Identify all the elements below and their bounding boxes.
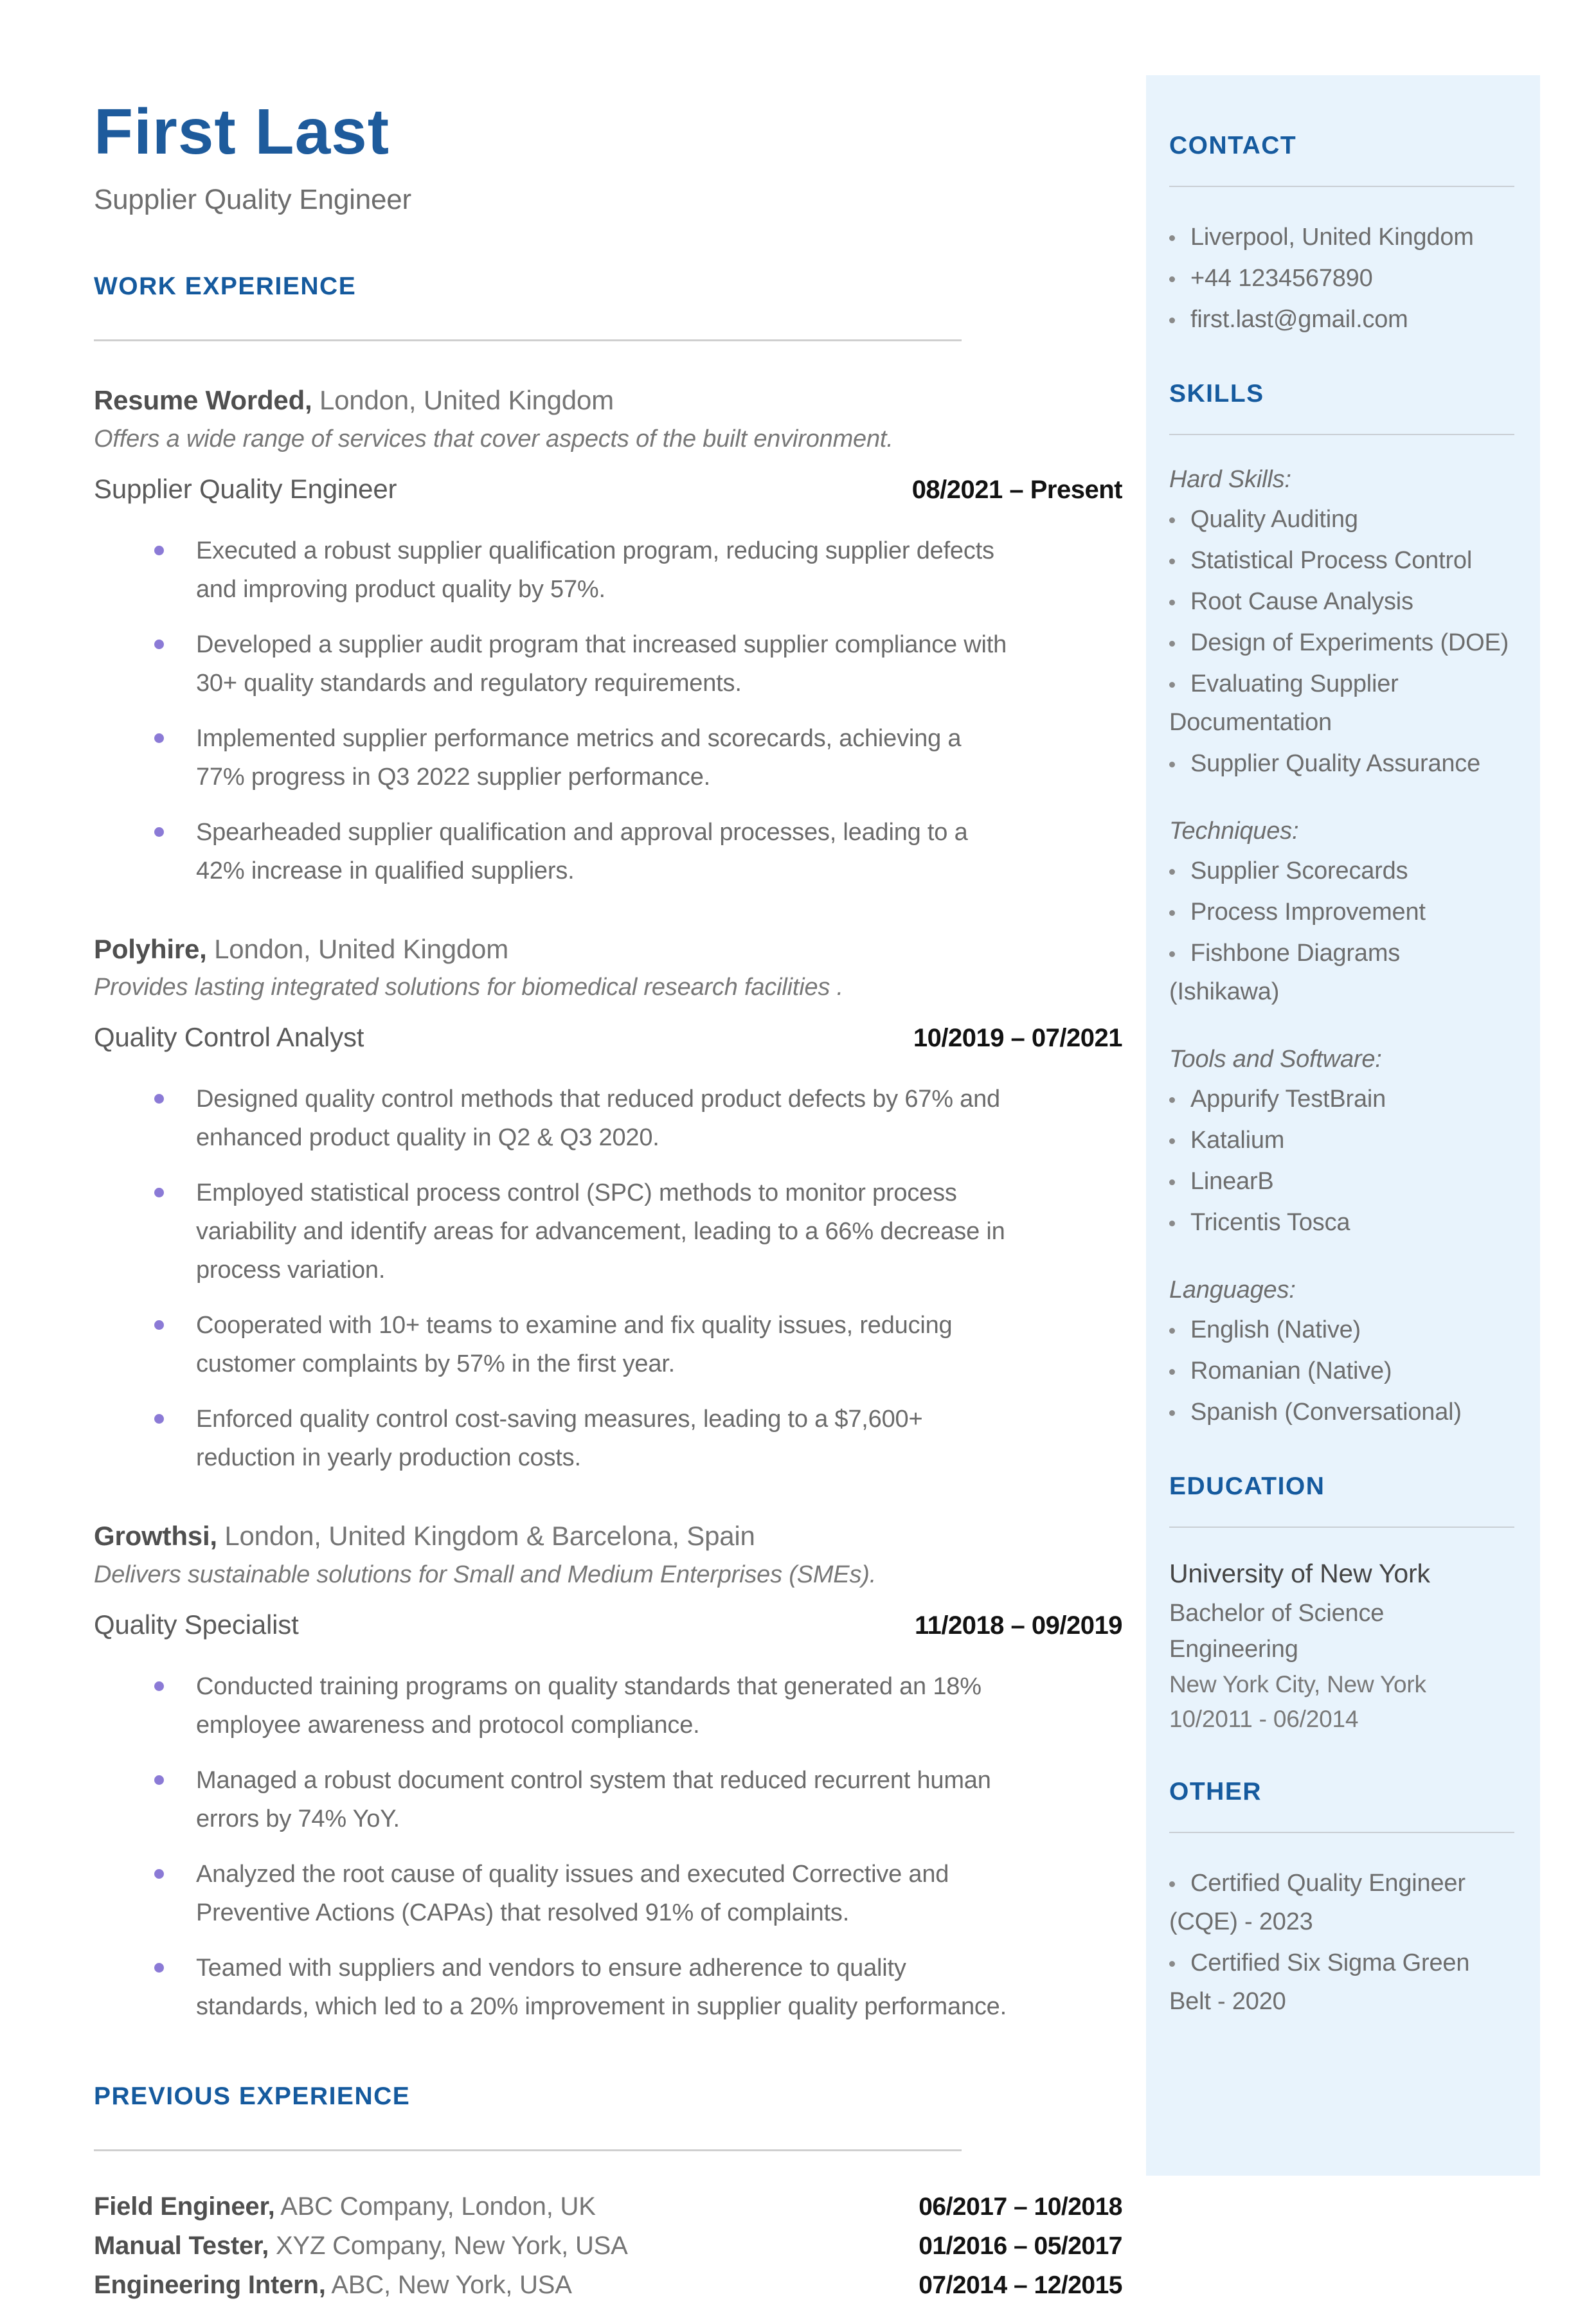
job-entry-growthsi <box>94 1519 1122 2026</box>
bullet-icon <box>1169 1328 1175 1334</box>
list-item <box>1169 852 1514 890</box>
bullet-icon <box>1169 910 1175 916</box>
bullet-icon <box>154 827 164 837</box>
company-description: Provides lasting integrated solutions for biomedical research facilities . <box>94 974 843 1001</box>
skill: Process Improvement <box>1190 899 1426 926</box>
divider <box>1169 1527 1514 1528</box>
company-line <box>94 384 1122 418</box>
list-item <box>1169 541 1514 580</box>
list-item <box>1169 623 1514 662</box>
role-dates: 06/2017 – 10/2018 <box>919 2192 1122 2221</box>
bullet-icon <box>1169 318 1175 323</box>
bullet-icon <box>154 1681 164 1691</box>
job-dates: 11/2018 – 09/2019 <box>915 1611 1122 1640</box>
bullet-icon <box>1169 1179 1175 1185</box>
list-item <box>94 1306 1122 1383</box>
sidebar <box>1146 75 1540 2176</box>
previous-experience-list <box>94 2192 1122 2300</box>
list-item <box>94 1761 1122 1838</box>
bullet-icon <box>1169 1369 1175 1375</box>
bullet-icon <box>154 640 164 649</box>
other-list <box>1169 1864 1514 2021</box>
company-name: Resume Worded, <box>94 385 312 415</box>
bullet-text: Implemented supplier performance metrics and scorecards, achieving a 77% progress in Q3 2022 supplier performance. <box>196 724 962 791</box>
language: Romanian (Native) <box>1190 1357 1392 1384</box>
section-header-work-experience: WORK EXPERIENCE <box>94 273 357 300</box>
bullet-icon <box>154 1188 164 1197</box>
company-name: Growthsi, <box>94 1521 217 1551</box>
list-item <box>1169 1121 1514 1159</box>
previous-role <box>94 2192 596 2221</box>
list-item <box>1169 1080 1514 1118</box>
divider <box>94 339 962 341</box>
language: English (Native) <box>1190 1316 1361 1343</box>
job-title-row <box>94 1609 1122 1640</box>
bullet-icon <box>1169 762 1175 767</box>
job-entry-polyhire <box>94 933 1122 1478</box>
list-item <box>94 1667 1122 1744</box>
bullet-icon <box>1169 600 1175 605</box>
contact-phone: +44 1234567890 <box>1190 265 1373 292</box>
bullet-text: Spearheaded supplier qualification and approval processes, leading to a 42% increase in qualified suppliers. <box>196 818 968 884</box>
list-item <box>1169 218 1514 256</box>
skill: Appurify TestBrain <box>1190 1086 1386 1113</box>
company-description: Delivers sustainable solutions for Small and Medium Enterprises (SMEs). <box>94 1561 877 1588</box>
sidebar-header-contact: CONTACT <box>1169 132 1297 159</box>
sidebar-header-education: EDUCATION <box>1169 1473 1325 1500</box>
job-title-row <box>94 474 1122 505</box>
bullet-icon <box>154 1414 164 1424</box>
list-item <box>94 1855 1122 1932</box>
certification: Certified Quality Engineer (CQE) - 2023 <box>1169 1870 1466 1935</box>
divider <box>1169 434 1514 435</box>
skills-group-languages <box>1169 1276 1514 1431</box>
skills-group-label: Languages: <box>1169 1276 1296 1303</box>
skill: Design of Experiments (DOE) <box>1190 629 1509 656</box>
page-subtitle: Supplier Quality Engineer <box>94 184 411 215</box>
page-title: First Last <box>94 96 390 168</box>
bullet-icon <box>1169 1410 1175 1416</box>
bullet-icon <box>1169 1138 1175 1144</box>
company-location: London, United Kingdom <box>206 933 508 964</box>
list-item <box>1169 893 1514 931</box>
bullet-icon <box>1169 641 1175 647</box>
bullet-text: Cooperated with 10+ teams to examine and fix quality issues, reducing customer complaints by 57% in the first year. <box>196 1312 953 1377</box>
bullet-icon <box>1169 559 1175 564</box>
role-company: ABC Company, London, UK <box>274 2192 596 2221</box>
skills-group-label: Techniques: <box>1169 818 1299 845</box>
skill: Statistical Process Control <box>1190 547 1473 574</box>
bullet-text: Analyzed the root cause of quality issues and executed Corrective and Preventive Actions (CAPAs) that resolved 91% of complaints. <box>196 1860 949 1926</box>
role-dates: 01/2016 – 05/2017 <box>919 2232 1122 2260</box>
bullet-icon <box>1169 276 1175 282</box>
list-item <box>1169 1393 1514 1431</box>
bullet-icon <box>154 1094 164 1104</box>
list-item <box>1169 665 1514 742</box>
list-item <box>1169 1864 1514 1941</box>
company-location: London, United Kingdom & Barcelona, Spain <box>217 1521 755 1551</box>
education-location: New York City, New York <box>1169 1671 1426 1697</box>
contact-location: Liverpool, United Kingdom <box>1190 224 1474 251</box>
bullet-icon <box>1169 1097 1175 1103</box>
divider <box>1169 1832 1514 1833</box>
bullet-icon <box>1169 1961 1175 1967</box>
certification: Certified Six Sigma Green Belt - 2020 <box>1169 1949 1470 2015</box>
bullet-icon <box>1169 517 1175 523</box>
bullet-icon <box>1169 1881 1175 1887</box>
job-bullet-list <box>94 532 1122 890</box>
role-company: ABC, New York, USA <box>325 2270 572 2299</box>
skills-group-label: Hard Skills: <box>1169 466 1291 493</box>
bullet-icon <box>1169 1221 1175 1226</box>
job-entry-resume-worded <box>94 384 1122 890</box>
job-title: Quality Control Analyst <box>94 1022 364 1052</box>
previous-role <box>94 2271 572 2300</box>
education-school: University of New York <box>1169 1559 1430 1588</box>
list-item <box>1169 1162 1514 1201</box>
bullet-icon <box>154 733 164 743</box>
company-location: London, United Kingdom <box>312 385 614 415</box>
bullet-text: Managed a robust document control system that reduced recurrent human errors by 74% YoY. <box>196 1766 991 1832</box>
list-item <box>94 625 1122 703</box>
bullet-icon <box>1169 682 1175 688</box>
list-item <box>94 719 1122 796</box>
company-line <box>94 1519 1122 1553</box>
list-item <box>1169 1203 1514 1242</box>
education-dates: 10/2011 - 06/2014 <box>1169 1706 1359 1732</box>
skill: Supplier Scorecards <box>1190 857 1408 884</box>
job-title-row <box>94 1022 1122 1053</box>
bullet-icon <box>154 1869 164 1879</box>
role-company: XYZ Company, New York, USA <box>269 2231 628 2260</box>
sidebar-header-skills: SKILLS <box>1169 380 1264 407</box>
bullet-icon <box>1169 951 1175 957</box>
list-item <box>94 1080 1122 1157</box>
list-item <box>94 813 1122 890</box>
skills-group-techniques <box>1169 818 1514 1011</box>
bullet-icon <box>154 1320 164 1330</box>
skill: Root Cause Analysis <box>1190 588 1413 615</box>
list-item <box>1169 1311 1514 1349</box>
company-name: Polyhire, <box>94 933 207 964</box>
list-item <box>1169 259 1514 298</box>
bullet-icon <box>154 1963 164 1973</box>
job-title: Quality Specialist <box>94 1609 299 1640</box>
bullet-text: Enforced quality control cost-saving measures, leading to a $7,600+ reduction in yearly production costs. <box>196 1406 923 1471</box>
job-bullet-list <box>94 1080 1122 1477</box>
skill: Tricentis Tosca <box>1190 1209 1350 1236</box>
bullet-icon <box>1169 235 1175 241</box>
role-dates: 07/2014 – 12/2015 <box>919 2271 1122 2299</box>
list-item <box>1169 300 1514 339</box>
list-item <box>1169 500 1514 539</box>
list-item <box>1169 1944 1514 2021</box>
contact-email: first.last@gmail.com <box>1190 306 1408 333</box>
skill: Evaluating Supplier Documentation <box>1169 670 1399 736</box>
table-row <box>94 2232 1122 2261</box>
list-item <box>1169 582 1514 621</box>
main-column <box>94 0 1122 2310</box>
role-name: Manual Tester, <box>94 2231 269 2260</box>
bullet-text: Developed a supplier audit program that increased supplier compliance with 30+ quality standards and regulatory requirements. <box>196 631 1007 697</box>
skill: Quality Auditing <box>1190 506 1358 533</box>
list-item <box>1169 1352 1514 1390</box>
language: Spanish (Conversational) <box>1190 1399 1462 1426</box>
list-item <box>94 1400 1122 1477</box>
job-dates: 10/2019 – 07/2021 <box>913 1024 1122 1052</box>
job-title: Supplier Quality Engineer <box>94 473 397 504</box>
job-dates: 08/2021 – Present <box>911 475 1122 504</box>
skills-group-tools <box>1169 1046 1514 1242</box>
skill: Fishbone Diagrams (Ishikawa) <box>1169 940 1401 1005</box>
bullet-text: Employed statistical process control (SPC) methods to monitor process variability and identify areas for advancement, leading to a 66% decrease in process variation. <box>196 1179 1005 1284</box>
list-item <box>94 1174 1122 1289</box>
education-degree: Bachelor of Science Engineering <box>1169 1600 1385 1663</box>
job-bullet-list <box>94 1667 1122 2026</box>
sidebar-header-other: OTHER <box>1169 1778 1262 1805</box>
contact-list <box>1169 218 1514 339</box>
skills-group-hard-skills <box>1169 466 1514 783</box>
bullet-text: Designed quality control methods that reduced product defects by 67% and enhanced product quality in Q2 & Q3 2020. <box>196 1086 1000 1151</box>
skill: LinearB <box>1190 1168 1274 1195</box>
skill: Supplier Quality Assurance <box>1190 750 1481 777</box>
section-header-previous-experience: PREVIOUS EXPERIENCE <box>94 2082 411 2110</box>
role-name: Field Engineer, <box>94 2192 275 2221</box>
bullet-icon <box>1169 869 1175 875</box>
list-item <box>1169 744 1514 783</box>
list-item <box>1169 934 1514 1011</box>
bullet-text: Teamed with suppliers and vendors to ensure adherence to quality standards, which led to a 20% improvement in supplier quality performance. <box>196 1954 1007 2020</box>
bullet-text: Conducted training programs on quality standards that generated an 18% employee awareness and protocol compliance. <box>196 1672 982 1739</box>
list-item <box>94 532 1122 609</box>
company-description: Offers a wide range of services that cover aspects of the built environment. <box>94 425 893 452</box>
company-line <box>94 933 1122 967</box>
previous-role <box>94 2232 628 2261</box>
table-row <box>94 2192 1122 2221</box>
bullet-icon <box>154 546 164 555</box>
divider <box>94 2149 962 2151</box>
bullet-icon <box>154 1775 164 1785</box>
skills-group-label: Tools and Software: <box>1169 1046 1382 1073</box>
divider <box>1169 186 1514 187</box>
education-entry <box>1169 1559 1514 1737</box>
role-name: Engineering Intern, <box>94 2270 326 2299</box>
table-row <box>94 2271 1122 2300</box>
skill: Katalium <box>1190 1127 1285 1154</box>
bullet-text: Executed a robust supplier qualification program, reducing supplier defects and improving product quality by 57%. <box>196 537 994 603</box>
list-item <box>94 1949 1122 2026</box>
